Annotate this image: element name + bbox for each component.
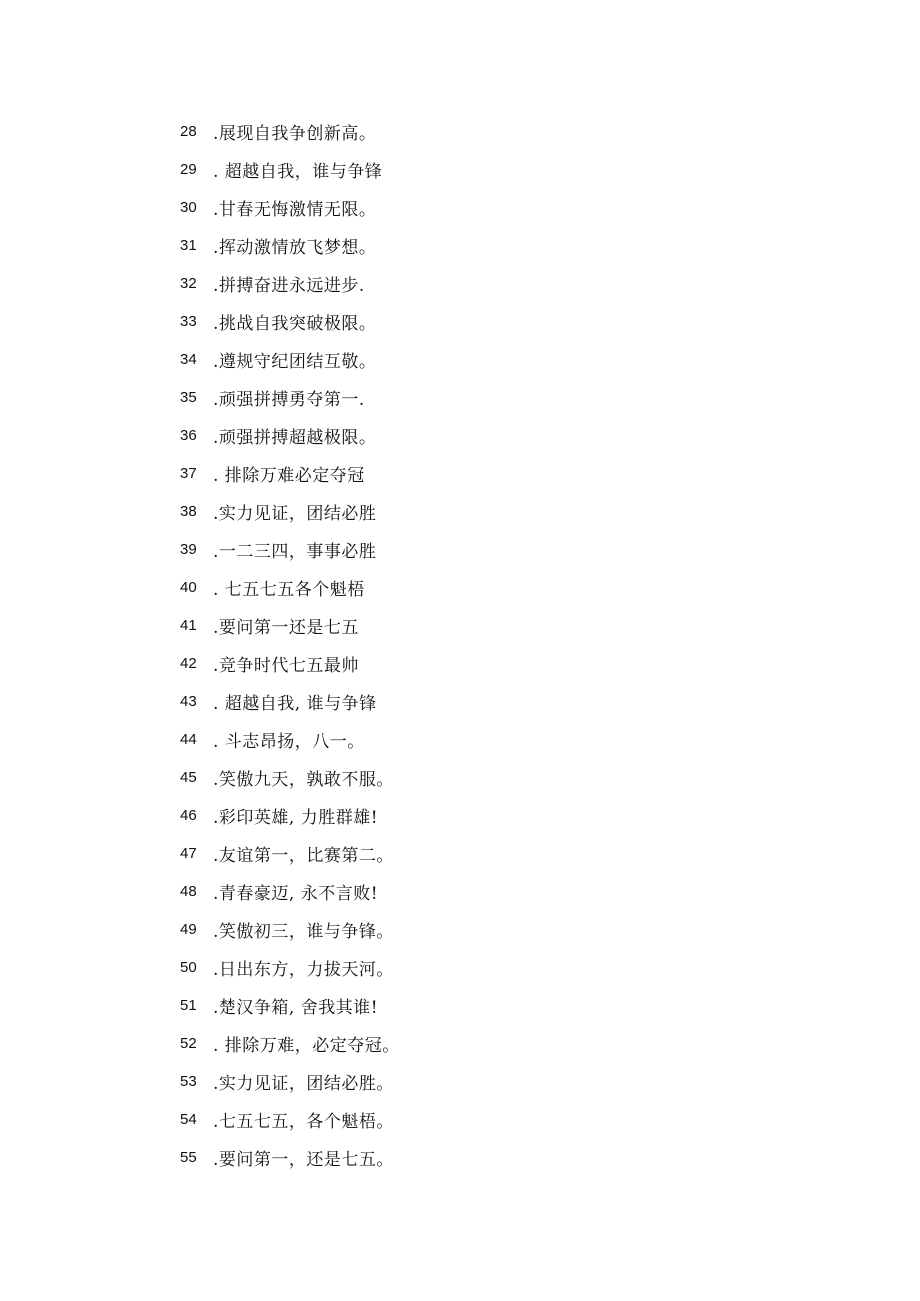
item-number: 43 bbox=[180, 692, 197, 710]
item-number: 52 bbox=[180, 1034, 197, 1052]
item-number: 44 bbox=[180, 730, 197, 748]
list-item bbox=[180, 796, 400, 834]
item-text: .拼搏奋进永远进步. bbox=[213, 275, 365, 296]
item-text: .楚汉争箱, 舍我其谁! bbox=[213, 997, 379, 1018]
item-number: 32 bbox=[180, 274, 197, 292]
list-item bbox=[180, 1138, 400, 1176]
list-item bbox=[180, 340, 400, 378]
item-text: .顽强拼搏勇夺第一. bbox=[213, 389, 365, 410]
item-text: .顽强拼搏超越极限。 bbox=[213, 427, 377, 448]
item-number: 29 bbox=[180, 160, 197, 178]
list-item bbox=[180, 188, 400, 226]
item-number: 50 bbox=[180, 958, 197, 976]
slogan-list bbox=[180, 112, 400, 1176]
item-text: . 超越自我，谁与争锋 bbox=[213, 161, 383, 182]
item-text: .日出东方，力拔天河。 bbox=[213, 959, 394, 980]
item-text: .实力见证，团结必胜 bbox=[213, 503, 377, 524]
list-item bbox=[180, 1062, 400, 1100]
list-item bbox=[180, 112, 400, 150]
item-text: .彩印英雄, 力胜群雄! bbox=[213, 807, 379, 828]
item-text: .挑战自我突破极限。 bbox=[213, 313, 377, 334]
item-text: .一二三四，事事必胜 bbox=[213, 541, 377, 562]
item-text: .要问第一，还是七五。 bbox=[213, 1149, 394, 1170]
list-item bbox=[180, 872, 400, 910]
item-number: 48 bbox=[180, 882, 197, 900]
item-text: .展现自我争创新高。 bbox=[213, 123, 377, 144]
list-item bbox=[180, 530, 400, 568]
item-text: . 超越自我, 谁与争锋 bbox=[213, 693, 377, 714]
list-item bbox=[180, 910, 400, 948]
item-text: . 七五七五各个魁梧 bbox=[213, 579, 365, 600]
list-item bbox=[180, 606, 400, 644]
item-text: .甘春无悔激情无限。 bbox=[213, 199, 377, 220]
item-text: .实力见证，团结必胜。 bbox=[213, 1073, 394, 1094]
item-number: 54 bbox=[180, 1110, 197, 1128]
list-item bbox=[180, 568, 400, 606]
item-number: 47 bbox=[180, 844, 197, 862]
item-number: 53 bbox=[180, 1072, 197, 1090]
item-number: 46 bbox=[180, 806, 197, 824]
list-item bbox=[180, 758, 400, 796]
list-item bbox=[180, 454, 400, 492]
list-item bbox=[180, 302, 400, 340]
list-item bbox=[180, 986, 400, 1024]
item-number: 36 bbox=[180, 426, 197, 444]
list-item bbox=[180, 264, 400, 302]
item-text: .七五七五，各个魁梧。 bbox=[213, 1111, 394, 1132]
item-text: .要问第一还是七五 bbox=[213, 617, 359, 638]
item-number: 51 bbox=[180, 996, 197, 1014]
item-number: 39 bbox=[180, 540, 197, 558]
list-item bbox=[180, 720, 400, 758]
list-item bbox=[180, 834, 400, 872]
item-text: .竞争时代七五最帅 bbox=[213, 655, 359, 676]
list-item bbox=[180, 1100, 400, 1138]
item-number: 28 bbox=[180, 122, 197, 140]
list-item bbox=[180, 416, 400, 454]
item-text: .友谊第一，比赛第二。 bbox=[213, 845, 394, 866]
item-number: 35 bbox=[180, 388, 197, 406]
item-number: 34 bbox=[180, 350, 197, 368]
item-text: .青春豪迈, 永不言败! bbox=[213, 883, 379, 904]
item-number: 38 bbox=[180, 502, 197, 520]
item-number: 33 bbox=[180, 312, 197, 330]
list-item bbox=[180, 644, 400, 682]
list-item bbox=[180, 948, 400, 986]
item-number: 31 bbox=[180, 236, 197, 254]
list-item bbox=[180, 378, 400, 416]
item-text: . 斗志昂扬，八一。 bbox=[213, 731, 365, 752]
list-item bbox=[180, 1024, 400, 1062]
item-text: .笑傲初三，谁与争锋。 bbox=[213, 921, 394, 942]
item-number: 49 bbox=[180, 920, 197, 938]
item-number: 45 bbox=[180, 768, 197, 786]
list-item bbox=[180, 226, 400, 264]
list-item bbox=[180, 682, 400, 720]
item-text: .挥动激情放飞梦想。 bbox=[213, 237, 377, 258]
item-text: .笑傲九天，孰敢不服。 bbox=[213, 769, 394, 790]
item-text: .遵规守纪团结互敬。 bbox=[213, 351, 377, 372]
item-text: . 排除万难，必定夺冠。 bbox=[213, 1035, 400, 1056]
item-number: 40 bbox=[180, 578, 197, 596]
item-number: 42 bbox=[180, 654, 197, 672]
list-item bbox=[180, 492, 400, 530]
item-number: 30 bbox=[180, 198, 197, 216]
list-item bbox=[180, 150, 400, 188]
item-number: 41 bbox=[180, 616, 197, 634]
item-number: 55 bbox=[180, 1148, 197, 1166]
item-number: 37 bbox=[180, 464, 197, 482]
item-text: . 排除万难必定夺冠 bbox=[213, 465, 365, 486]
